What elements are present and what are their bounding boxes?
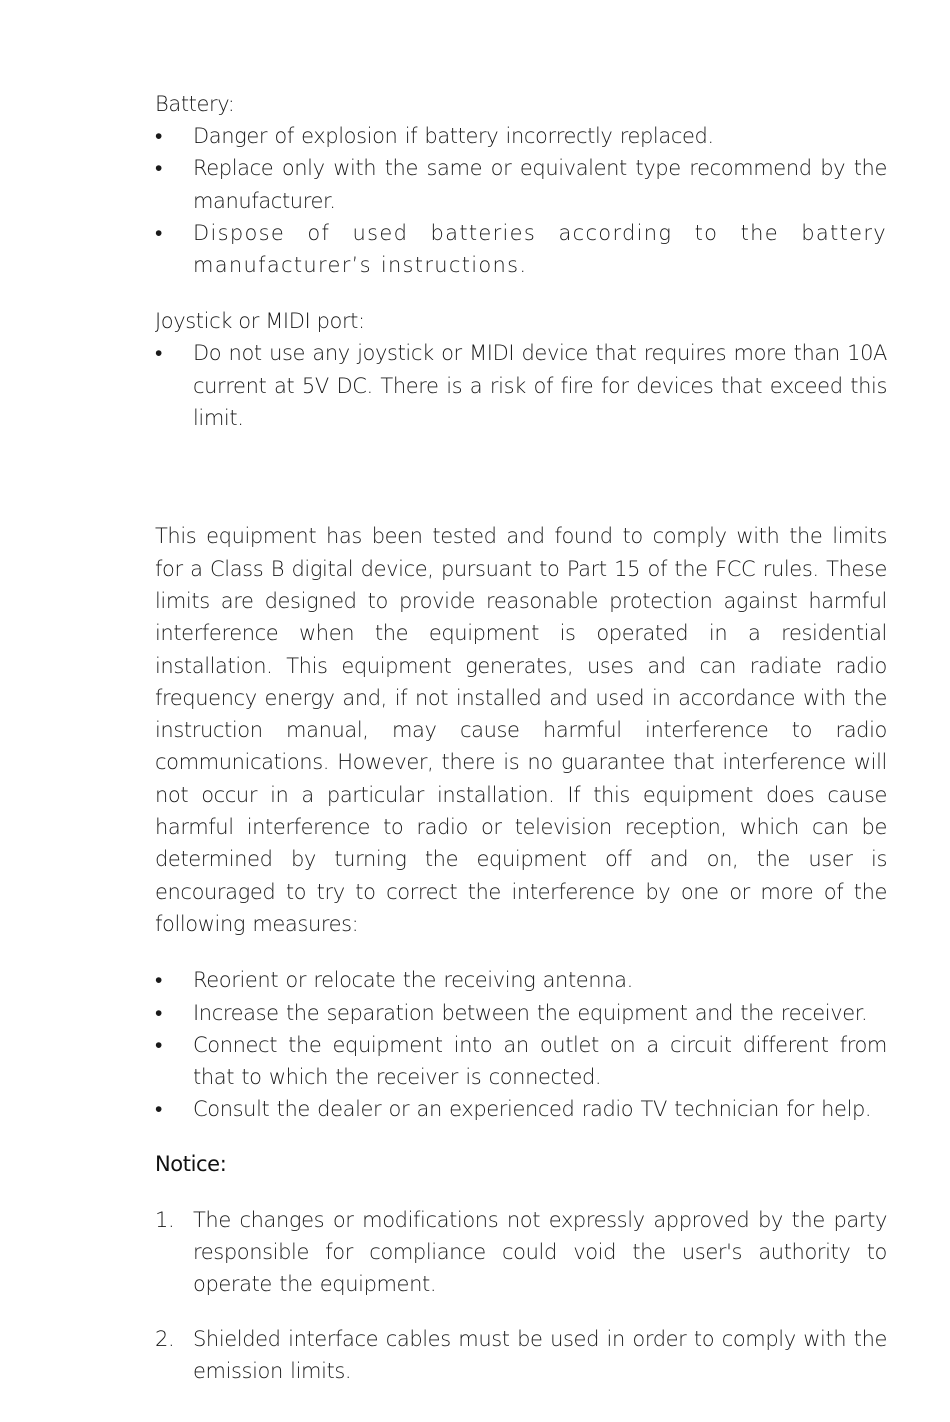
measure-item-2: Increase the separation between the equipment and the receiver. [193,1000,868,1025]
joystick-list [155,337,887,434]
bullet-marker: • [155,1097,162,1122]
bullet-marker: • [155,341,162,366]
number-marker: 1. [155,1207,175,1232]
battery-title: Battery: [155,92,235,116]
fcc-measures-list [155,964,887,1125]
bullet-marker: • [155,156,162,181]
measure-item-4: Consult the dealer or an experienced radio TV technician for help. [193,1097,872,1122]
list-item [155,337,887,434]
list-item [155,1029,887,1094]
list-item [155,152,887,217]
list-item [155,1204,887,1301]
measure-item-1: Reorient or relocate the receiving antenna. [193,968,633,993]
list-item [155,964,887,996]
bullet-marker: • [155,968,162,993]
list-item [155,120,887,152]
notice-list [155,1204,887,1387]
joystick-title: Joystick or MIDI port: [155,309,365,334]
list-item [155,217,887,282]
document-page [155,88,887,1387]
list-item [155,1323,887,1388]
notice-item-2: Shielded interface cables must be used in order to comply with the emission limits. [193,1326,887,1383]
list-item [155,997,887,1029]
bullet-marker: • [155,124,162,148]
notice-item-1: The changes or modifications not expressly approved by the party responsible for compliance could void the user's authority to operate the equipment. [193,1207,887,1297]
notice-title: Notice: [155,1151,227,1176]
number-marker: 2. [155,1326,175,1351]
bullet-marker: • [155,220,164,245]
battery-list [155,120,887,281]
battery-item-3: Dispose of used batteries according to the battery manufacturer’s instructions. [193,220,887,278]
list-item [155,1093,887,1125]
battery-item-1: Danger of explosion if battery incorrectly replaced. [193,124,714,148]
bullet-marker: • [155,1032,162,1057]
battery-item-2: Replace only with the same or equivalent type recommend by the manufacturer. [193,156,887,213]
bullet-marker: • [155,1000,162,1025]
fcc-paragraph: This equipment has been tested and found to comply with the limits for a Class B digital device, pursuant to Part 15 of the FCC rules. These limits are designed to provide reasonable protection against harmful interference when the equipment is operated in a residential installation. This equipment generates, uses and can radiate radio frequency energy and, if not installed and used in accordance with the instruction manual, may cause harmful interference to radio communications. However, there is no guarantee that interference will not occur in a particular installation. If this equipment does cause harmful interference to radio or television reception, which can be determined by turning the equipment off and on, the user is encouraged to try to correct the interference by one or more of the following measures: [155,524,887,936]
joystick-item-1: Do not use any joystick or MIDI device that requires more than 10A current at 5V DC. There is a risk of fire for devices that exceed this limit. [193,341,887,431]
measure-item-3: Connect the equipment into an outlet on a circuit different from that to which the receiver is connected. [193,1032,887,1090]
